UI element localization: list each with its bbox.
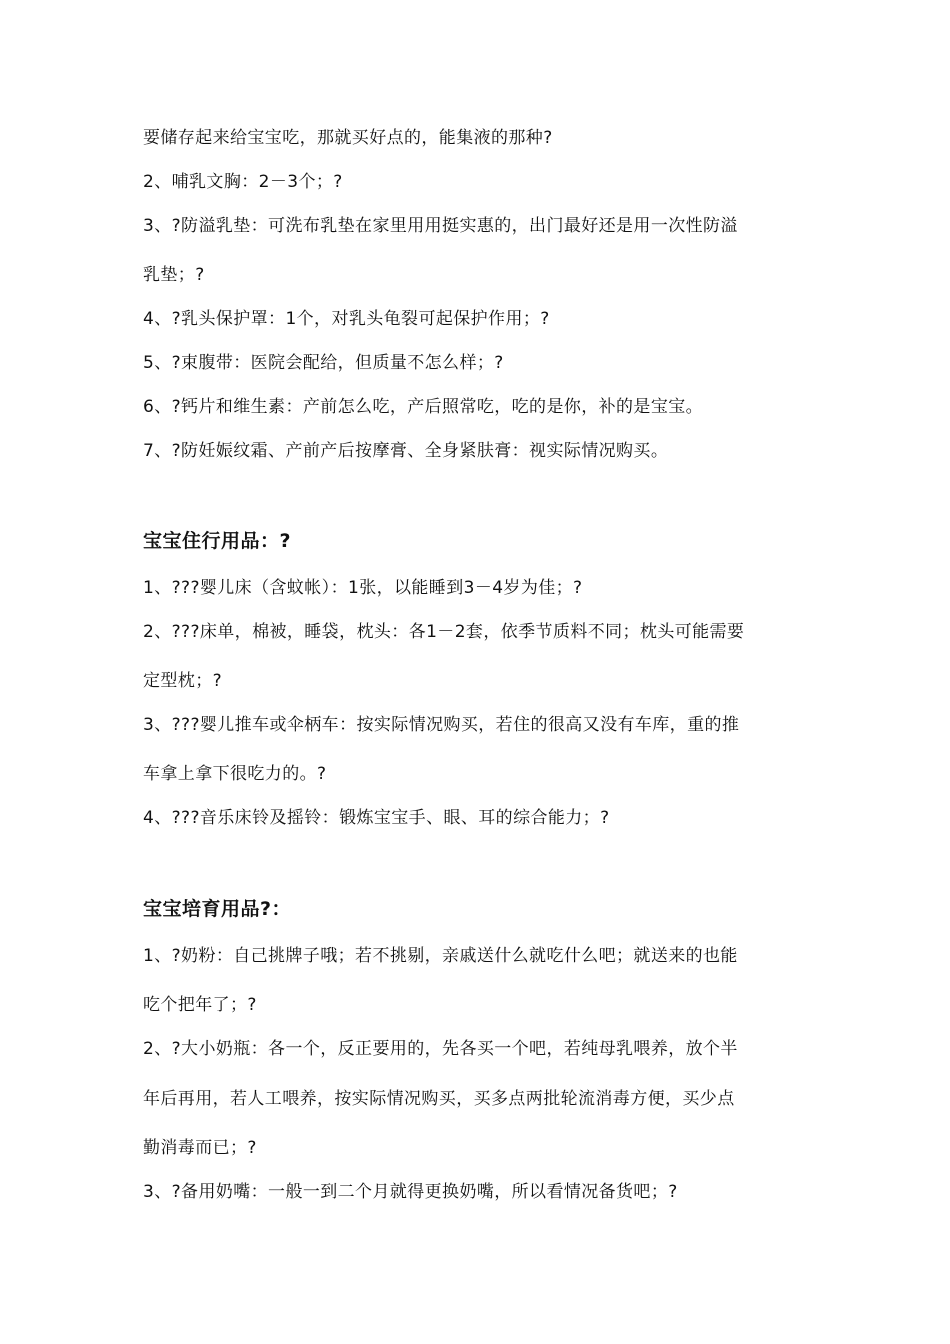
text-line: 要储存起来给宝宝吃，那就买好点的，能集液的那种? [143, 128, 553, 148]
text-line: 3、?备用奶嘴：一般一到二个月就得更换奶嘴，所以看情况备货吧；? [143, 1182, 678, 1202]
text-line: 定型枕；? [143, 671, 223, 691]
section-heading-living: 宝宝住行用品：? [143, 530, 292, 552]
text-line: 7、?防妊娠纹霜、产前产后按摩膏、全身紧肤膏：视实际情况购买。 [143, 441, 669, 461]
text-line: 1、???婴儿床（含蚊帐）：1张，以能睡到3－4岁为佳；? [143, 578, 583, 598]
text-line: 4、???音乐床铃及摇铃：锻炼宝宝手、眼、耳的综合能力；? [143, 808, 610, 828]
text-line: 3、?防溢乳垫：可洗布乳垫在家里用用挺实惠的，出门最好还是用一次性防溢 [143, 216, 738, 236]
text-line: 乳垫；? [143, 265, 205, 285]
text-line: 车拿上拿下很吃力的。? [143, 764, 327, 784]
text-line: 6、?钙片和维生素：产前怎么吃，产后照常吃，吃的是你，补的是宝宝。 [143, 397, 704, 417]
text-line: 2、?大小奶瓶：各一个，反正要用的，先各买一个吧，若纯母乳喂养，放个半 [143, 1039, 738, 1059]
text-line: 4、?乳头保护罩：1个，对乳头龟裂可起保护作用；? [143, 309, 550, 329]
text-line: 2、哺乳文胸：2－3个；? [143, 172, 343, 192]
text-line: 5、?束腹带：医院会配给，但质量不怎么样；? [143, 353, 504, 373]
text-line: 2、???床单，棉被，睡袋，枕头：各1－2套，依季节质料不同；枕头可能需要 [143, 622, 745, 642]
text-line: 吃个把年了；? [143, 995, 257, 1015]
text-line: 3、???婴儿推车或伞柄车：按实际情况购买，若住的很高又没有车库，重的推 [143, 715, 740, 735]
text-line: 1、?奶粉：自己挑牌子哦；若不挑剔，亲戚送什么就吃什么吧；就送来的也能 [143, 946, 738, 966]
text-line: 年后再用，若人工喂养，按实际情况购买，买多点两批轮流消毒方便，买少点 [143, 1089, 735, 1109]
text-line: 勤消毒而已；? [143, 1138, 257, 1158]
section-heading-nurturing: 宝宝培育用品?： [143, 898, 292, 920]
